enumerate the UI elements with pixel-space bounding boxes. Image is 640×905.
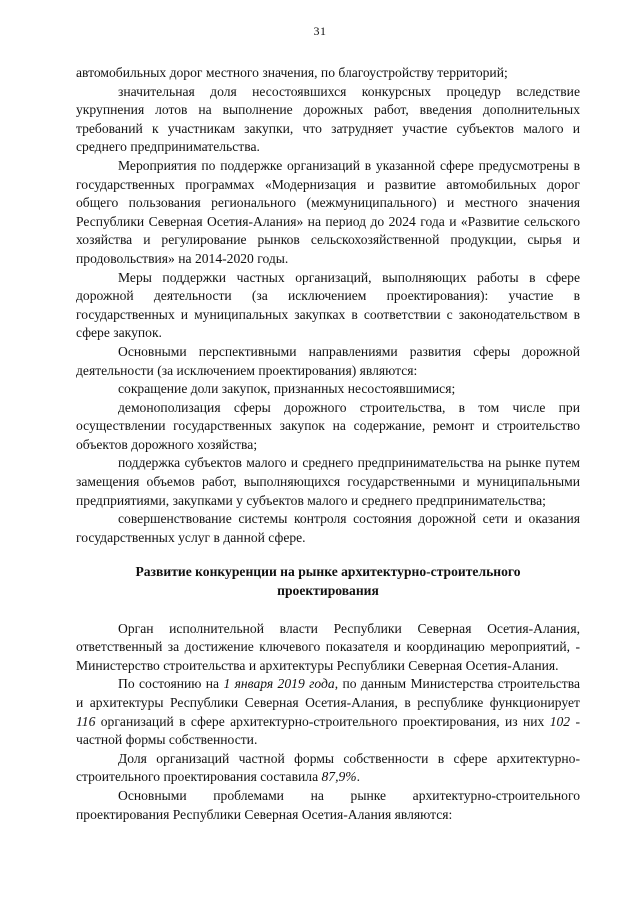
text-run: . — [356, 769, 361, 785]
list-item: поддержка субъектов малого и среднего предпринимательства на рынке путем замещения объемов работ, выполняющихся государственными и муниципальными предприятиями, закупками у субъектов малого и среднего предпринимательства; — [76, 455, 580, 508]
text-run: Доля организаций частной формы собственности в сфере архитектурно-строительного проектирования составила — [76, 750, 580, 785]
page-number: 31 — [313, 24, 327, 38]
text-run: , по данным Министерства строительства и архитектуры Республики Северная Осетия-Алания, в республике функционирует — [76, 676, 580, 710]
text-run: По состоянию на — [118, 676, 224, 692]
list-item: демонополизация сферы дорожного строительства, в том числе при осуществлении государственных закупок на содержание, ремонт и строительство объектов дорожного хозяйства; — [76, 399, 580, 452]
organization-count: 116 — [76, 713, 96, 729]
date-value: 1 января 2019 года — [223, 676, 335, 692]
text-run: - частной формы собственности. — [76, 713, 580, 748]
list-item: сокращение доли закупок, признанных несостоявшимися; — [118, 381, 456, 397]
paragraph — [76, 675, 580, 749]
paragraph: Орган исполнительной власти Республики Северная Осетия-Алания, ответственный за достижение ключевого показателя и координацию мероприятий, - Министерство строительства и архитектуры Республики Северная Осетия-Алания. — [76, 620, 580, 673]
paragraph: Основными перспективными направлениями развития сферы дорожной деятельности (за исключением проектирования) являются: — [76, 343, 580, 378]
section-heading: Развитие конкуренции на рынке архитектурно-строительного проектирования — [135, 564, 521, 599]
paragraph: Меры поддержки частных организаций, выполняющих работы в сфере дорожной деятельности (за исключением проектирования): участие в государственных и муниципальных закупках в соответствии с законодательством в сфере закупок. — [76, 269, 580, 341]
paragraph: Мероприятия по поддержке организаций в указанной сфере предусмотрены в государственных программах «Модернизация и развитие автомобильных дорог общего пользования регионального (межмуниципального) и местного значения Республики Северная Осетия-Алания» на период до 2024 года и «Развитие сельского хозяйства и регулирование рынков сельскохозяйственной продукции, сырья и продовольствия» на 2014-2020 годы. — [76, 157, 580, 266]
private-organization-count: 102 — [549, 713, 571, 729]
private-share-value: 87,9% — [321, 769, 357, 785]
paragraph: автомобильных дорог местного значения, по благоустройству территорий; — [76, 65, 508, 80]
text-run: организаций в сфере архитектурно-строительного проектирования, из них — [95, 713, 550, 729]
paragraph: значительная доля несостоявшихся конкурсных процедур вследствие укрупнения лотов на выполнение дорожных работ, введения дополнительных требований к участникам закупки, что затрудняет участие субъектов малого и среднего предпринимательства. — [76, 83, 580, 155]
document-body — [76, 64, 580, 824]
list-item: совершенствование системы контроля состояния дорожной сети и оказания государственных услуг в данной сфере. — [76, 511, 580, 545]
paragraph — [76, 750, 580, 787]
paragraph: Основными проблемами на рынке архитектурно-строительного проектирования Республики Северная Осетия-Алания являются: — [76, 787, 580, 822]
